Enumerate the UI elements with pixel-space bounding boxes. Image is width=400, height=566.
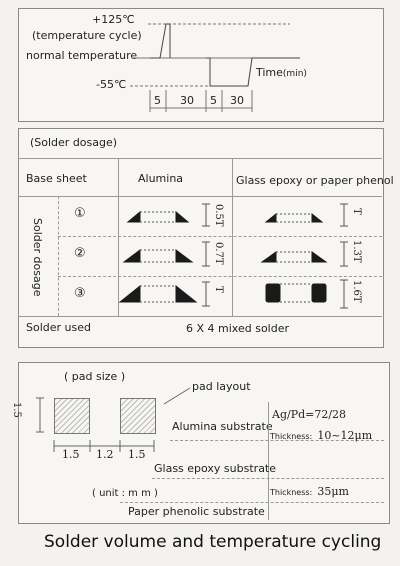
time-label: Time: [256, 66, 283, 79]
pad-layout-label: pad layout: [192, 380, 251, 393]
row-number: ③: [74, 286, 86, 301]
segment-2: 30: [180, 94, 194, 107]
alumina-substrate-label: Alumina substrate: [172, 420, 273, 433]
alumina-thickness-spec: [270, 424, 372, 443]
pad-size-label: ( pad size ): [64, 370, 126, 383]
pad-height-label: 1.5: [11, 402, 22, 418]
alumina-thickness-1: 0.5T: [213, 204, 224, 227]
solder-dosage-row-label: Solder dosage: [31, 218, 44, 297]
segment-3: 5: [210, 94, 217, 107]
divider: [152, 478, 384, 479]
thickness-label: Thickness:: [270, 488, 313, 497]
solder-used-value: 6 X 4 mixed solder: [186, 322, 290, 335]
thickness-label: Thickness:: [270, 432, 313, 441]
temp-high-label: +125℃: [92, 13, 135, 26]
paper-phenolic-substrate-label: Paper phenolic substrate: [128, 505, 265, 518]
glass-thickness-1: T: [351, 208, 362, 215]
solder-used-label: Solder used: [26, 321, 91, 334]
segment-1: 5: [154, 94, 161, 107]
row-number: ①: [74, 206, 86, 221]
divider: [120, 502, 384, 503]
glass-epoxy-substrate-label: Glass epoxy substrate: [154, 462, 277, 475]
temp-low-label: -55℃: [96, 78, 127, 91]
glass-thickness-2: 1.3T: [351, 240, 362, 263]
pad-gap: 1.2: [96, 448, 114, 461]
thickness-value: 10~12μm: [317, 429, 373, 442]
col-base-sheet: Base sheet: [26, 172, 87, 185]
glass-thickness-spec: [270, 480, 349, 499]
alumina-thickness-3: T: [213, 286, 224, 293]
temp-cycle-note: (temperature cycle): [32, 29, 142, 42]
pad-right: [120, 398, 156, 434]
segment-4: 30: [230, 94, 244, 107]
alumina-thickness-2: 0.7T: [213, 242, 224, 265]
figure-caption: Solder volume and temperature cycling: [44, 532, 382, 552]
glass-thickness-3: 1.6T: [351, 280, 362, 303]
unit-label: ( unit : m m ): [92, 488, 158, 499]
col-alumina: Alumina: [138, 172, 184, 185]
pad-width-1: 1.5: [62, 448, 80, 461]
pad-width-2: 1.5: [128, 448, 146, 461]
dosage-header: (Solder dosage): [30, 136, 118, 149]
col-glass-epoxy: Glass epoxy or paper phenol: [236, 174, 394, 187]
time-unit: (min): [282, 69, 307, 79]
thickness-value: 35μm: [317, 485, 349, 498]
pad-left: [54, 398, 90, 434]
ag-pd-ratio: Ag/Pd=72/28: [272, 408, 347, 421]
row-number: ②: [74, 246, 86, 261]
normal-temp-label: normal temperature: [26, 49, 138, 62]
